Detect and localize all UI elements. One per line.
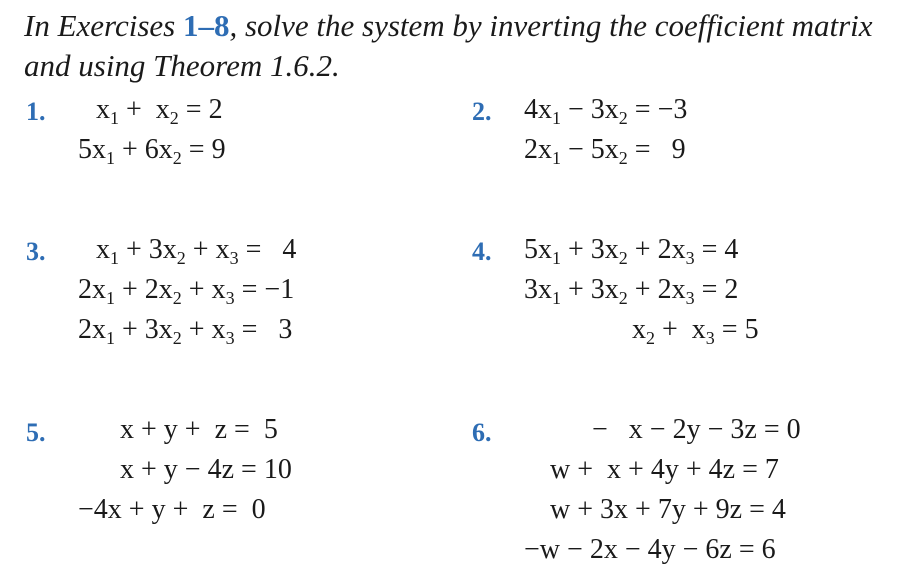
equation: $2x_1 + 3x_2 + x_3$ = 3 bbox=[78, 314, 293, 348]
equation: w + x + 4y + 4z = 7 bbox=[550, 454, 779, 485]
equation: $3x_1 + 3x_2 + 2x_3 = 2$ bbox=[524, 274, 739, 308]
equation: $5x_1 + 6x_2 = 9$ bbox=[78, 134, 226, 168]
intro-line2: and using Theorem 1.6.2. bbox=[24, 48, 340, 83]
equation: x + y − 4z = 10 bbox=[120, 454, 292, 485]
equation: $x_1 + 3x_2 + x_3$ = 4 bbox=[96, 234, 297, 268]
equation: $x_1 + x_2 = 2$ bbox=[96, 94, 223, 128]
equation: $5x_1 + 3x_2 + 2x_3 = 4$ bbox=[524, 234, 739, 268]
exercise-number-1: 1. bbox=[26, 97, 46, 126]
equation: $4x_1 - 3x_2 = -3$ bbox=[524, 94, 688, 128]
intro-prefix: In Exercises bbox=[24, 8, 183, 43]
exercise-number-6: 6. bbox=[472, 418, 492, 447]
exercise-number-2: 2. bbox=[472, 97, 492, 126]
equation: −4x + y + z = 0 bbox=[78, 494, 266, 525]
intro-suffix: , solve the system by inverting the coefficient matrix bbox=[229, 8, 873, 43]
exercise-range: 1–8 bbox=[182, 8, 230, 43]
equation: $2x_1 - 5x_2$ = 9 bbox=[524, 134, 686, 168]
exercise-number-5: 5. bbox=[26, 418, 46, 447]
equation: $x_2 + x_3 = 5$ bbox=[632, 314, 759, 348]
exercise-number-3: 3. bbox=[26, 237, 46, 266]
equation: − x − 2y − 3z = 0 bbox=[592, 414, 801, 445]
equation: w + 3x + 7y + 9z = 4 bbox=[550, 494, 786, 525]
equation: −w − 2x − 4y − 6z = 6 bbox=[524, 534, 776, 565]
exercise-instructions bbox=[24, 6, 914, 86]
exercise-number-4: 4. bbox=[472, 237, 492, 266]
equation: $2x_1 + 2x_2 + x_3 = -1$ bbox=[78, 274, 295, 308]
equation: x + y + z = 5 bbox=[120, 414, 278, 445]
